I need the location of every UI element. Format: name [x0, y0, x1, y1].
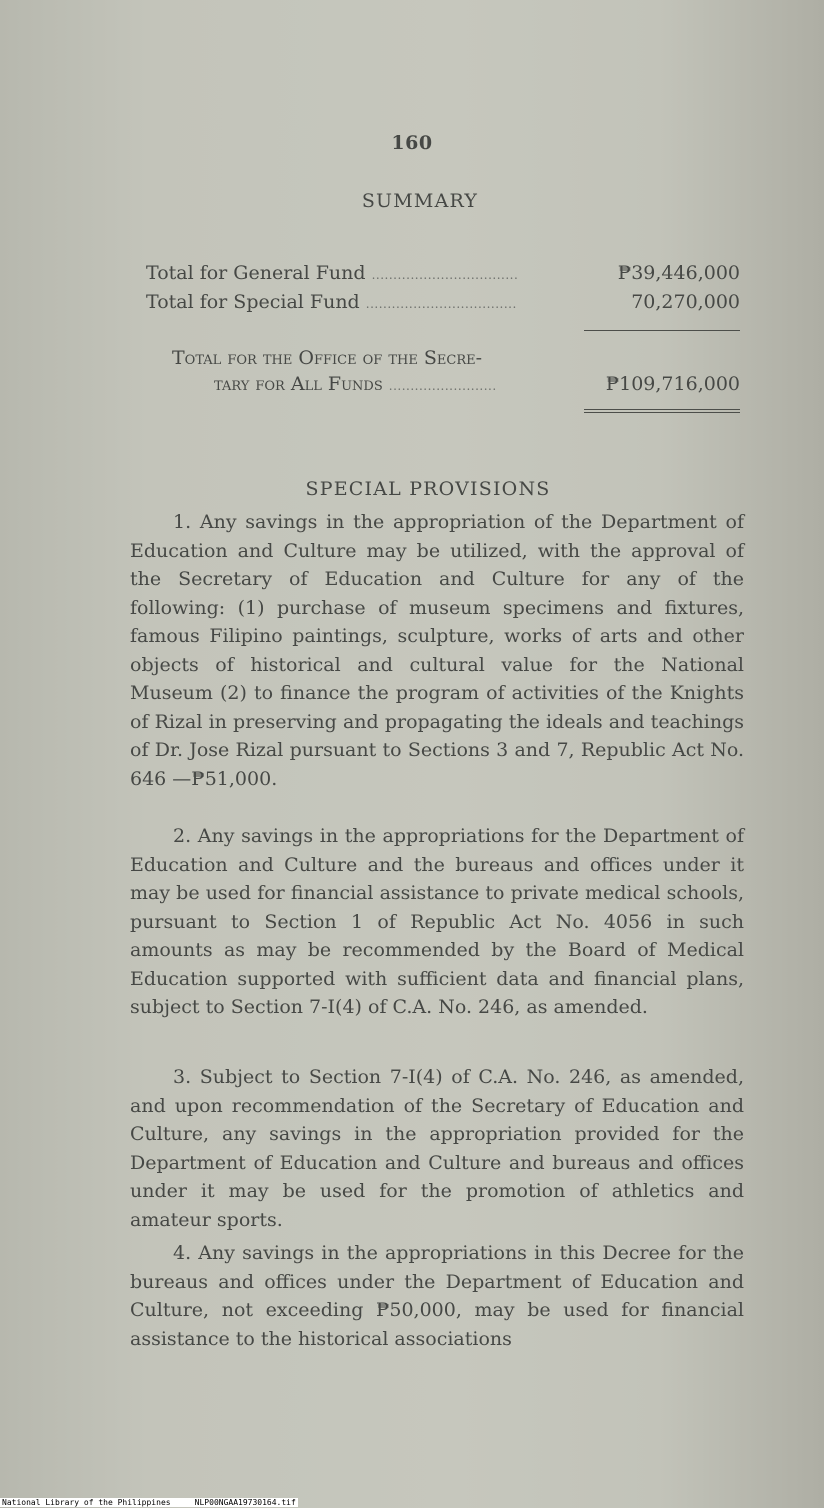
- provision-paragraph-4: 4. Any savings in the appropriations in this Decree for the bureaus and offices under the Department of Education and Culture, not exceeding ₱50,000, may be used for financial assistance to the historical associations: [130, 1242, 744, 1350]
- summary-total-label-line1: [172, 347, 482, 369]
- footer-file: NLP00NGAA19730164.tif: [194, 1498, 296, 1507]
- leader-dots: .........................: [388, 379, 497, 393]
- summary-total-text: tary for All Funds: [214, 373, 383, 395]
- summary-row-special-fund: [146, 291, 517, 313]
- total-double-rule: [584, 409, 740, 413]
- subtotal-rule: [584, 330, 740, 331]
- summary-total-text: Total for the Office of the Secre-: [172, 347, 483, 369]
- footer-source: National Library of the Philippines: [2, 1498, 171, 1507]
- summary-row-label: Total for Special Fund: [146, 291, 360, 313]
- summary-heading: SUMMARY: [361, 190, 479, 212]
- provision-paragraph-1: 1. Any savings in the appropriation of the Department of Education and Culture may be utilized, with the approval of the Secretary of Education and Culture for any of the following: (1) purchase of museum specimens and fixtures, famous Filipino paintings, sculpture, works of arts and other objects of historical and cultural value for the National Museum (2) to finance the program of activities of the Knights of Rizal in preserving and propagating the ideals and teachings of Dr. Jose Rizal pursuant to Sections 3 and 7, Republic Act No. 646 —₱51,000.: [130, 511, 744, 790]
- summary-row-amount: ₱39,446,000: [617, 262, 740, 284]
- summary-total-label-line2: [214, 373, 497, 395]
- leader-dots: ...................................: [365, 297, 517, 311]
- summary-row-amount: 70,270,000: [631, 291, 740, 313]
- scan-footer: [0, 1498, 298, 1507]
- provision-paragraph-3: 3. Subject to Section 7-I(4) of C.A. No. 246, as amended, and upon recommendation of the Secretary of Education and Culture, any savings in the appropriation provided for the Department of Education and Culture and bureaus and offices under it may be used for the promotion of athletics and amateur sports.: [130, 1066, 744, 1231]
- summary-row-label: Total for General Fund: [146, 262, 366, 284]
- provision-paragraph-2: 2. Any savings in the appropriations for the Department of Education and Culture and the bureaus and offices under it may be used for financial assistance to private medical schools, pursuant to Section 1 of Republic Act No. 4056 in such amounts as may be recommended by the Board of Medical Education supported with sufficient data and financial plans, subject to Section 7-I(4) of C.A. No. 246, as amended.: [130, 825, 744, 1018]
- special-provisions-heading: SPECIAL PROVISIONS: [305, 478, 551, 500]
- summary-total-amount: ₱109,716,000: [605, 373, 740, 395]
- page-number: 160: [391, 132, 433, 154]
- leader-dots: ..................................: [371, 268, 519, 282]
- summary-row-general-fund: [146, 262, 518, 284]
